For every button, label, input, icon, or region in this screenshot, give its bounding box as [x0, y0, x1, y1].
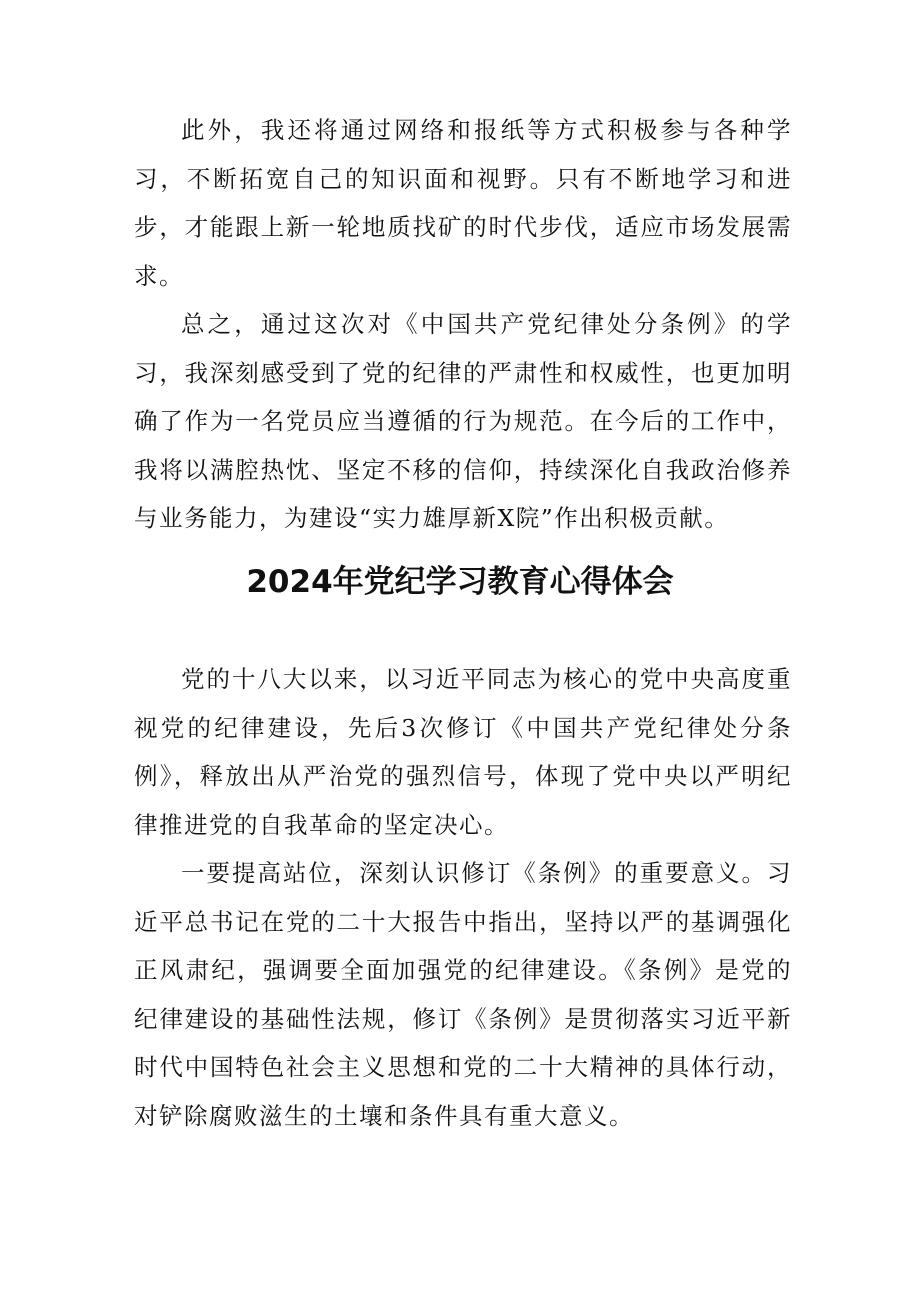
- paragraph-conclusion: 总之，通过这次对《中国共产党纪律处分条例》的学习，我深刻感受到了党的纪律的严肃性和权威性，也更加明确了作为一名党员应当遵循的行为规范。在今后的工作中，我将以满腔热忱、坚定不移的信仰，持续深化自我政治修养与业务能力，为建设“实力雄厚新X院”作出积极贡献。: [134, 310, 792, 532]
- document-title: 2024年党纪学习教育心得体会: [246, 564, 674, 600]
- paragraph-point-one: 一要提高站位，深刻认识修订《条例》的重要意义。习近平总书记在党的二十大报告中指出，坚持以严的基调强化正风肃纪，强调要全面加强党的纪律建设。《条例》是党的纪律建设的基础性法规，修订《条例》是贯彻落实习近平新时代中国特色社会主义思想和党的二十大精神的具体行动，对铲除腐败滋生的土壤和条件具有重大意义。: [134, 859, 792, 1130]
- paragraph-continued-learning: 此外，我还将通过网络和报纸等方式积极参与各种学习，不断拓宽自己的知识面和视野。只有不断地学习和进步，才能跟上新一轮地质找矿的时代步伐，适应市场发展需求。: [134, 116, 792, 290]
- essay-section: [134, 655, 792, 1140]
- paragraph-introduction: 党的十八大以来，以习近平同志为核心的党中央高度重视党的纪律建设，先后3次修订《中国共产党纪律处分条例》，释放出从严治党的强烈信号，体现了党中央以严明纪律推进党的自我革命的坚定决心。: [134, 665, 792, 839]
- closing-section: [134, 106, 792, 543]
